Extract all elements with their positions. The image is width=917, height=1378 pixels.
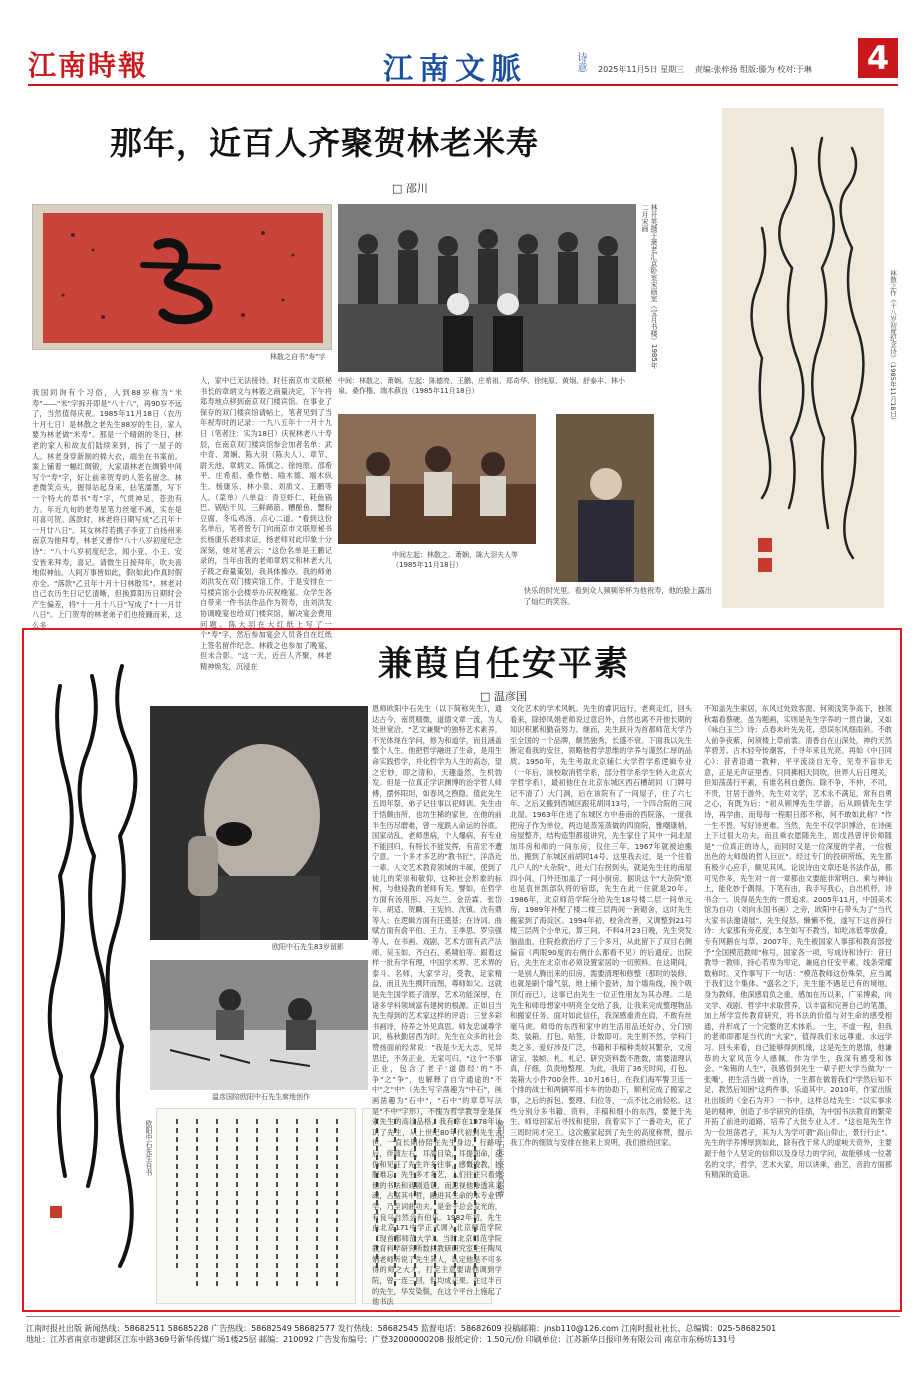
bottom-calligraphy-left (156, 1108, 356, 1304)
article1-photo1-caption: 林散之自书"寿"字 (270, 353, 326, 361)
article2-photo2-caption: 温彦国陪欧阳中石先生席地创作 (212, 1093, 310, 1101)
article2-text-col2: 文化艺术的学术风帆。先生的睿识远行，老爽走红，回头看来，除掉凤娟老师说过意启外，自然也离不开他长期的知识积累和勤奋努力。继而，先生跃升为首都师范大学乃至全国的一个品牌，颇然独秀，长盛不衰。下面我以先生断定看我的安住，领略他哲学思维的学养与谨然仁厚的品质。1950年，先生考取北京辅仁大学哲学系逻辑专业（一年后，该校取消哲学系，部分哲学系学生转入北京大学哲学系），最初他住在北京东城区西石槽胡同（门牌号记不清了）大门洞，后在该院有了一间屋子，住了六七年。之后又搬到西城区跟花胡同13号，一个四合院的三间北屋。1963年住进了东城区方中巷南的西院落，一度我把房子作为单位，两边是蒸笼蒸做的四面院，雅嘲康梢，房屋整齐，结构造型都很讲究，先生家住了其中一间北屋加耳房和师的一间东房，仅住三年，1967年就被迫搬出，搬到了东城区前胡同14号。这里我去过，是一个住着几户人的"大杂院"，进大门右拐到头，就是先生住的南屋四小间，门外还加盖了一间小厨房。据说这个"大杂院"原也是袁世凯部队将的宿邸，先生在此一住就是20年。1986年，北京师范学院分给先生18号楼二层一间单元房，1989年补配了楼二楼三层两间一套砌舍，这时先生搬家到了海淀区。1994年初，校舍改善，又调整到21号楼三层两个小单元，算三间。不料4月23日晚，先生突发脑溢血，住院抢救治疗了三个多月，从此留下了双目右侧偏盲（两眼90度的右侧什么都看不见）的后遗症。出院后，先生在北京市必须设置家居的一切照料。在这期间，一是别人腾出来的旧房，需要清理和修整（那时的装修，也就是刷个墙气氛，地上铺个瓷砖，加个墙角线，换个吸顶灯而已），这事已由先生一位正性朋友为其办理。二是先生和师母想家中明亮全交给了我，让我来完成整理物品和搬家任务。面对如此信任，我深感重责在肩，不敢有丝毫马虎。师母的东西和家中的生活用品还好办，分门别类、装箱、打包、贴签，计数即可。先生则不然，学科门类之多，爱好涉及广泛，书籍和手稿种类较其繁杂，文房诸宝，装帧、札、札记、研究资料数不胜数，需要清理认真，仔细，负责地整理。为此，我用了36天时间，打包、装箱大小件700余件。10月16日，在我们海军警卫连一个排的战士和两辆军用卡车的协助下，顺利完成了搬家之事，之后的拆包、整理、归位等，一点不比之前轻松。这些分别分多书籍、资料，手稿和细小的东西，要便于先生、师母回家后寻找和使用，我着实下了一番功夫，花了三周时间才完工。这次搬家起到了先生的高度称赞，提示我工作的细致与安排在他来上说明，我们推给回家。 (510, 704, 692, 1148)
calligraphy-scroll-caption: 林散之作《十八岁初度纪念诗》（1985年11月18日） (889, 270, 897, 424)
editor-credits: 责编:张梓扬 组版:滕为 校对:于琳 (694, 65, 812, 74)
footer (26, 1316, 900, 1362)
color-party-photo (338, 414, 536, 544)
portrait-photo (556, 414, 654, 582)
column-subtitle: 诗意 (575, 52, 586, 72)
article2-photo1-caption: 欧阳中石先生83岁留影 (272, 943, 344, 951)
masthead (28, 38, 898, 86)
ouyang-portrait-photo (150, 706, 368, 940)
article1-photo2-caption: 中间：林散之、萧娴。左起：陈德亮、王鹏、庄希祖、郑奇华、徐纯原、黄炯、舒泰丰、林小泉、桑作楷、端木蕻良（1985年11月18日） (338, 377, 625, 395)
article1-photo4-caption: 林开英摄于萧老汇京卧室宋画室（宝月书楼）1985年二月宋画 (641, 204, 658, 369)
issue-date: 2025年11月5日 星期三 (598, 65, 685, 74)
article1-text-col1: 我国同询有个习俗，人到88岁称为"米寿"——"米"字拆开即是"八十八"，再90岁不远了，当然值得庆祝。1985年11月18日（农历十月七日）是林散之老先生88岁的生日，家人要为林老做"米寿"。那是一个晴朗的冬日，林老的家人和故友们陆续来到，拆了一屋子的人。林老身穿新制的棉大衣，端坐在书案前。案上铺着一幅红绸锻，大家请林老在绸锻中间写个"寿"字，好让前来贺寿的人签名留念。林老微笑点头，握得站起身来，拈笔濡墨，写下一个特大的草书"寿"字，气贯神足，苍劲有力。年近九旬的老寿星笔力丝毫不减，实在是可喜可贺。落款时，林老将日期写成"乙丑年十一月廿八日"。其女林荇若携子李亚丁自扬州来南京为他拜寿，林老又書作"八十八岁初度纪念诗"："八十八岁初度纪念，闻小亚、小王、安安皆来拜寿，喜记。请微生日接拜年，吹夫喜地似神仙。人间万事皆如此，假(如此)作真时假亦全。"落款"乙丑年十月十日林散耳"。林老对自己农历生日记忆清晰，但换算阳历日期时会产生偏差，将"十一月十八日"写成了"十一月廿八日"。上门贺寿的林老弟子们也接踵而来，这么多 (32, 388, 182, 631)
column-title: 江南文脈 (383, 52, 527, 87)
floor-creation-photo (150, 960, 368, 1090)
article1-byline: □ 邵川 (392, 180, 428, 196)
article2-byline: □ 温彦国 (480, 688, 527, 704)
article2-text-col3: 不知盖先生索居，东风过处致客窗。何须浅笑争高下，独领秋霜看蔡硬。虽为题画，实则是先生学养的一贯自谦，又如《咏白玉兰》诗：点春未叶先先花，恐误东风细雨斜。不敢人前争夜紫，何须楼上草前裳。清香自在山深处，神约天然苹碧芳。古木轻夸传潮客，千寻年来且光亮。再如《中日同心》：昔者语通一教种，平平流淡自无夸，见寿不盲非无意，正是无声证里香。只同拂相天同吹，世界人后日理关，但知荡荡行平素，有谁名利自惫伤。除不争，不仲，不司，不贵，甘居于游外，先生对文学，艺术永不满足，常有自勇之心，有既为后："初从顾博先生学游，后从顾倩先生学诗，再学曲，而每每一程眼日郎不称，何不敢如此称？"作一生不畏，写好诗更难。当然，先生不仅学识博洽，在诗画上下过很大功夫，而且乘衣愿随先生，周戊昌曾评价师随是"一位真正的诗人，而同时又是一位深度的学者，一位极出色的大师级的哲人巨匠"。经过专门的投研所练，先生都有极少心应手，颇见其风。论说诗由文章还是书法作品，都可见作多，先生对一首一章都由文要能非常明白。乘与神仙上，能化妙于偶得，下笔有由，我手写我心，自出机杼，诗书合一。说得是先生的一贯追求。2005年11月，中国美术馆为自功（刘向永国书画）之旁，欧阳中石带头为了"当代大家书法邀请展"，先生侵怒，懒懒不悦，遂写下这首辞行诗：大家那有旁花度，本生如写不教当，如吃冰低零放叠，专有网鹅在与草。2007年，先生被国家人事部和教育部授予"全国模范教师"称号，国家各一项，写成诗和诗行：昔日教导一教师，持心若卑为卑定，兼庭自任安平素，线条荣耀数称时。又作事写下一句话："模范教师这份殊荣，应当属于我们这个集体。"盛名之下，先生能不遇足已有的境地。身为教师，他深感肩负之重，感加在历以来，广采博索，向文学、戏剧、哲学中求取营养，以丰富和完善自己的笔墨，加上所学宣传教育研究，将书法的价值与对生命的感受相通，并形成了一个完整的艺术体系。一生，不虚一程，但我的老师即都是当代的"大家"，值得我们永远尊重、永远学习。回头来看，自己能够得到机缘，这是先生的恩情，他谦恭的大家风范令人感佩。作为学生，我深有感受和体会。"朱锡的人生"，我感悟到先生一辈子把大学当做为'一张嘴'，把生活当做一首诗，一生都在做着我们"学然后知不足，教然后知困"这两件事，乐道其中。2010年，作家出版社出版的《金石为开》一书中，这样总结先生："以实事求是的精神，创造了书学研究的佳绩，为中国书法教育的繁荣开拓了前进的道路，培养了大批专业人才。"这也是先生作为一位坦荡君子，其为人为学可谓"高山仰止，景行行止"。先生的学养博厚到如此，除有孜于常人的虚峻天资外，主要源于他个人坚定的信仰以及身尽力的学问，故能够成一位著名的文学，哲学，艺术大家，用以讲乘，曲艺，音韵方面都有精深的造诣。 (704, 704, 892, 1180)
article1-text-col3: 快乐的时光里。看到众人频频举杯为他祝寿，他的脸上露出了灿烂的笑容。 (524, 586, 712, 606)
group-photo (338, 204, 636, 372)
article1-photo3-caption: 中间左起：林散之、萧娴、陈大羽夫人等（1985年11月18日） (392, 551, 518, 569)
calligraphy-scroll (722, 108, 884, 608)
article2-text-col1: 恩师欧阳中石先生（以下简称先生），通达古今，南贯精微，道德文章一流，为人处世宽洽，"艺文兼聚"的独特艺术素养，不光体现在学问，修为和道学，而且涵盖整个人生。他把哲学融进了生命，是用生命实践哲学，并化哲学为人生的高态，望之宏妙，即之清和，天趣盎然，生机勃发。但是一位真正学识渊博的治学哲人师傅，摆怀阳坦，如春风之煦隐。值此先生五周年祭，弟子记往事以祀师训。先生由于悟颇由所，也坊生稀的家世，在他的前半生历尽磨难，曾一度跌入命运的谷底。国家动乱，老师患病，个人爆病，有专业不能回归，有特长不能发挥，有苗宏不遭宁意。一个多才多艺的"教书匠"，洋洛近一辈。人文艺术教育领域的丰硕，使到了徒儿的荣崇和敬仰，这种社会形象的标树，与他侵教的老师有关。譬如，在哲学方面有汤用彤、冯友兰、金岳霖、张岱年、胡适、贺麟、王宪钧、沈镇、沈有鼎等人；在逻辑方面有汪奠基；在诗词、曲赋方面有俞平伯、王力、王季思、罗宗强等人，在书画、戏剧、艺术方面有武产法师、吴玉如、齐白石、奚啸伯等。跟着这样一批有学有理，中国学术界、艺术界的泰斗、名师，大家学习，受教，足家精益，而且先生携阡而图，尊师如父。这就是先生国学底子清厚，艺术功能深厚，在诸多学科领域富有建树的根源。正如目当先生得到的艺术家这样的评语：三堂多彩书画诗，持养之外见真思。师友忠诚尊学识，栋秋勤居西为时。先生在众多的社会赞扬面前经常说："我是少无大志，见异思迁，不务正业，无家可归，"这个"不事正业，包含了老子'道德经'的"不争"之"争"，也解释了自守通途的"不中"之"中"（先生写字凿趣为"中石"，画画凿趣为"石中"，"石中"的章草写法是"不中"字形），不愧为哲学教导金是探索先生的高诠品格。我有幸在1978年认识了先生，从上世纪80年代初到先生去世，一直长期侍陪在先生身边，行路听后，伴随左右，耳濡目染，耳提面命，获仍和见证了先生许多往事，感慨俊教，折服难忘。先生多才多艺，人们往往只看到他的书法和戏剧造诣，而忽视他渗透其灵魂，占据其中哲，融进其生命的本专业哲学，乃至词曲功夫。是金子总会发光的，有良马自然会有伯乐。1982年初，先生由北京171中学正式调入北京师范学院（现首都师范大学）。当时北京师范学院教育科学研究所数材教研研究室主任陶凤娟老师听说了先生其人，认定他是不可多得的师之大才，打定主意要请他调到学院，曾一连三回，但均成正果。在过半百的先生，华发染鬓，在这个平台上施起了他书法 (372, 704, 502, 1307)
shou-calligraphy-photo (32, 204, 332, 350)
article1-title: 那年，近百人齐聚贺林老米寿 (110, 124, 540, 162)
article2-bottom-vcaption: 欧阳中石先生录吴昌硕诗 (497, 1120, 505, 1197)
article1-text-col2: 人，家中已无法接待。时任南京市文联秘书长的章炳文与林筱之商量决定，下午将郑寿地点移到南京双门楼宾馆。在事业了保存的双门楼宾馆请帖上，笔者见到了当年祝寿时的记录：一九八五年十一月十九日（笔者注：实为18日）庆祝林老八十寿辰，在南京双门楼宾馆参会加者名单：武中奇、萧娴、陈大羽（陈夫人）、章节、尉天池、章炳文、陈慎之、徐纯原、邵希平、庄希祖、桑作楷、喻木德、端木纵生、杨康乐、林小泉、刘质文、王鹏等人。（菜单）八单益：青豆虾仁、耗鱼锅巴、锅贴干贝、三鲜蹄筋、糟酿鱼、蟹粉豆腐、冬瓜鸡汤、点心二道。"看到这份名单后，笔者曾专门向南京市文联原秘书长杨康乐老师求证，杨老师对此印象十分深刻，她对笔者云："这份名单是王鹏记录的，当年由我的老师章炳文和林老大儿子筱之商量策划，我具体操办。我的师弟刘洪发在双门楼宾馆工作，于是安排在一号楼宾馆小会楼举办庆祝晚宴。众学生各自带来一件书法作品作为贺寿，由刘洪发协调晚宴也给双门楼宾馆，解决宴会费用问题。陈大羽在大红纸上写了一个"寿"字，然后参加宴会人员各自在红纸上签名留作纪念。林筱之也参加了晚宴，但未合影。"这一天，近百人齐聚，林老精神焕发，沉浸在 (200, 376, 332, 672)
article2-title: 兼葭自任安平素 (378, 644, 630, 684)
newspaper-brand: 江南時報 (28, 49, 149, 82)
footer-line1: 江南时报社出版 新闻热线：58682511 58685228 广告热线：58682549 58682577 发行热线：58682545 监督电话：58682609 投稿邮箱：jnsb110@126.com 江南时报社社长、总编辑：025-58682501 (26, 1324, 777, 1333)
large-calligraphy (30, 646, 142, 1296)
date-line (598, 64, 812, 75)
page-number: 4 (858, 38, 898, 78)
footer-line2: 地址：江苏省南京市建邺区江东中路369号新华传媒广场1楼25层 邮编：210092 广告发布编号：广登32000000208 报纸定价：1.50元/份 印刷单位：江苏新华日报印务有限公司 南京市东杨坊131号 (26, 1335, 736, 1344)
article2-left-vcaption: 欧阳中石先生自书 (145, 1120, 153, 1176)
